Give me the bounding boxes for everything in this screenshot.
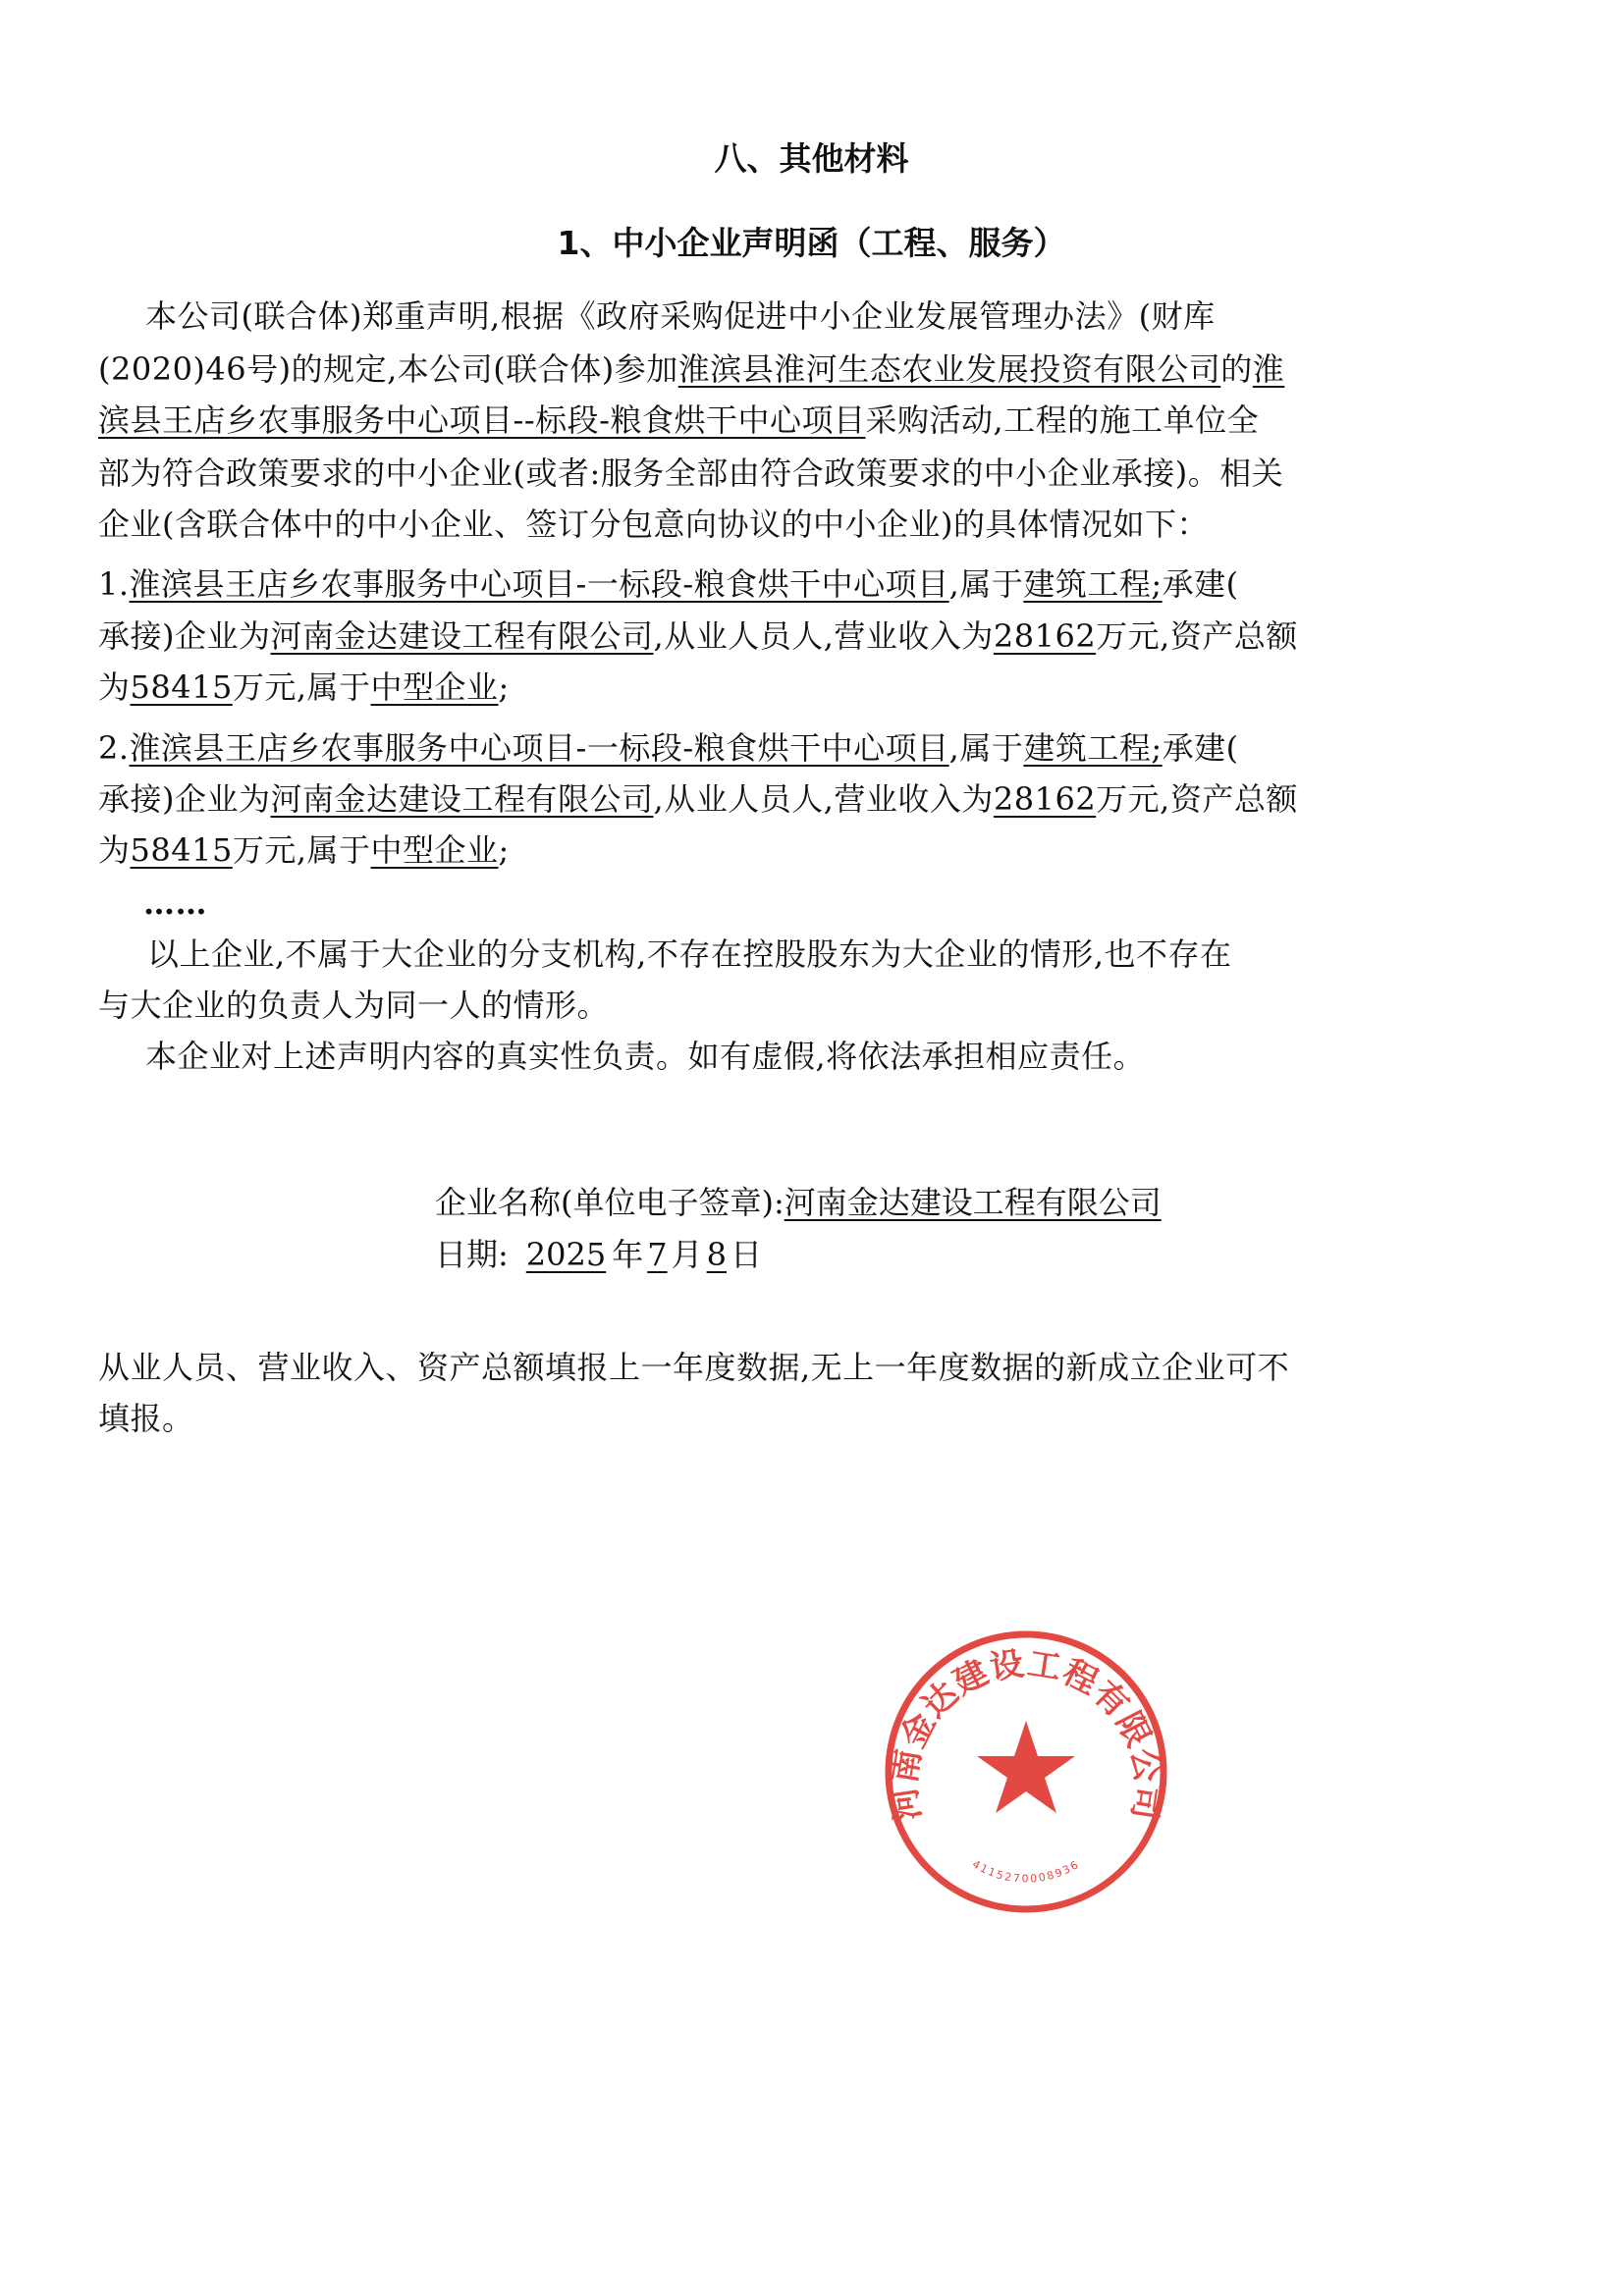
intro-line-4: 部为符合政策要求的中小企业(或者:服务全部由符合政策要求的中小企业承接)。相关 xyxy=(98,454,1284,492)
enterprise-name-row xyxy=(435,1183,1162,1222)
project-name: 滨县王店乡农事服务中心项目--标段-粮食烘干中心项目 xyxy=(98,401,866,439)
item-1-line-2: 承接)企业为河南金达建设工程有限公司,从业人员人,营业收入为28162万元,资产总额 xyxy=(98,617,1298,655)
date-year: 2025 xyxy=(525,1236,607,1273)
responsibility-statement: 本企业对上述声明内容的真实性负责。如有虚假,将依法承担相应责任。 xyxy=(145,1038,1146,1075)
item-1-line-1: 1.淮滨县王店乡农事服务中心项目-一标段-粮食烘干中心项目,属于建筑工程;承建( xyxy=(98,565,1239,603)
item-enterprise-type: 中型企业 xyxy=(370,668,499,706)
seal-star-icon xyxy=(977,1721,1075,1813)
date-month: 7 xyxy=(647,1236,668,1273)
item-assets: 58415 xyxy=(130,668,233,706)
section-title: 八、其他材料 xyxy=(714,139,909,178)
enterprise-name-value: 河南金达建设工程有限公司 xyxy=(784,1184,1162,1221)
seal-text: 河南金达建设工程有限公司 xyxy=(884,1643,1168,1824)
item-1-line-3: 为58415万元,属于中型企业; xyxy=(98,668,510,706)
item-company: 河南金达建设工程有限公司 xyxy=(270,780,654,818)
item-industry: 建筑工程; xyxy=(1023,729,1163,767)
intro-line-3: 滨县王店乡农事服务中心项目--标段-粮食烘干中心项目采购活动,工程的施工单位全 xyxy=(98,401,1260,439)
date-day: 8 xyxy=(706,1236,727,1273)
item-enterprise-type: 中型企业 xyxy=(370,831,499,869)
declaration-subtitle: 1、中小企业声明函（工程、服务） xyxy=(557,224,1066,262)
seal-code: 4115270008936 xyxy=(970,1857,1082,1886)
date-label: 日期: xyxy=(435,1236,509,1273)
intro-line-1: 本公司(联合体)郑重声明,根据《政府采购促进中小企业发展管理办法》(财库 xyxy=(145,297,1216,335)
item-2-line-3: 为58415万元,属于中型企业; xyxy=(98,831,510,869)
ellipsis: …… xyxy=(143,884,207,922)
item-project: 淮滨县王店乡农事服务中心项目-一标段-粮食烘干中心项目 xyxy=(129,565,949,603)
item-industry: 建筑工程; xyxy=(1023,565,1163,603)
footnote-line-1: 从业人员、营业收入、资产总额填报上一年度数据,无上一年度数据的新成立企业可不 xyxy=(98,1349,1290,1386)
purchaser-name: 淮滨县淮河生态农业发展投资有限公司 xyxy=(677,350,1221,388)
statement-line-2: 与大企业的负责人为同一人的情形。 xyxy=(98,987,610,1024)
item-revenue: 28162 xyxy=(993,780,1097,818)
statement-line-1: 以上企业,不属于大企业的分支机构,不存在控股股东为大企业的情形,也不存在 xyxy=(147,935,1232,973)
item-project: 淮滨县王店乡农事服务中心项目-一标段-粮食烘干中心项目 xyxy=(129,729,949,767)
intro-line-2: (2020)46号)的规定,本公司(联合体)参加淮滨县淮河生态农业发展投资有限公司的淮 xyxy=(98,350,1285,388)
intro-line-5: 企业(含联合体中的中小企业、签订分包意向协议的中小企业)的具体情况如下： xyxy=(98,506,1209,543)
item-revenue: 28162 xyxy=(993,617,1097,655)
date-row: 日期: 2025 年 7 月 8 日 xyxy=(435,1236,762,1273)
item-2-line-1: 2.淮滨县王店乡农事服务中心项目-一标段-粮食烘干中心项目,属于建筑工程;承建( xyxy=(98,729,1239,767)
enterprise-name-label: 企业名称(单位电子签章): xyxy=(435,1184,784,1221)
company-seal-stamp xyxy=(879,1625,1173,1919)
footnote-line-2: 填报。 xyxy=(98,1400,194,1437)
item-company: 河南金达建设工程有限公司 xyxy=(270,617,654,655)
item-2-line-2: 承接)企业为河南金达建设工程有限公司,从业人员人,营业收入为28162万元,资产总额 xyxy=(98,780,1298,818)
item-assets: 58415 xyxy=(130,831,233,869)
